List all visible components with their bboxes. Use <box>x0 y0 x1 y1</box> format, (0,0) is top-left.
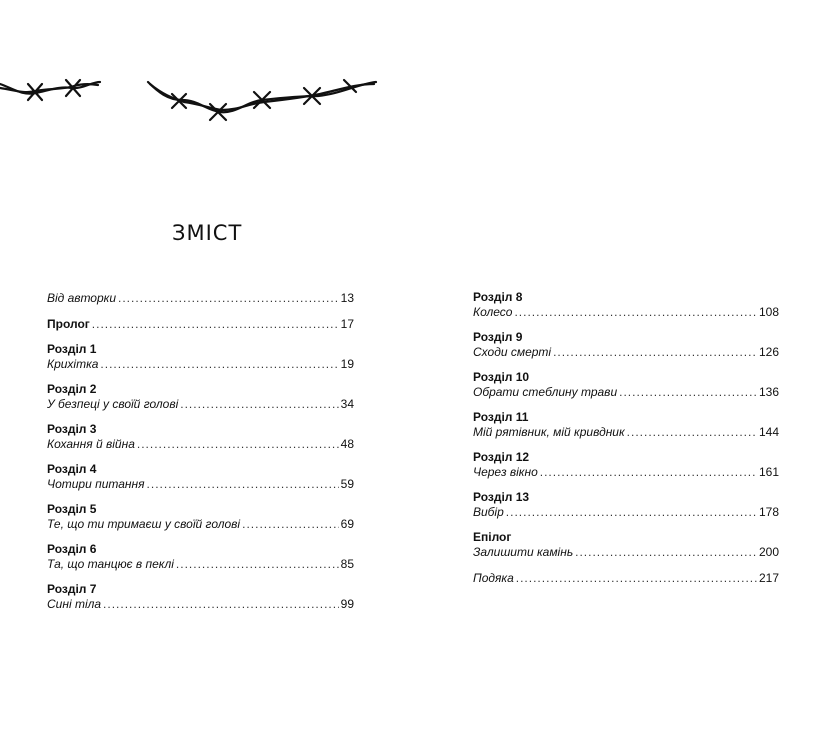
page-title: ЗМІСТ <box>172 221 243 245</box>
toc-page-number: 136 <box>758 385 779 399</box>
toc-page-number: 17 <box>340 317 354 331</box>
toc-entry-title: Залишити камінь <box>473 545 574 559</box>
toc-leader <box>514 305 757 320</box>
barbed-wire-icon <box>0 70 390 130</box>
toc-entry[interactable] <box>47 462 354 492</box>
chapter-label: Розділ 7 <box>47 582 97 596</box>
toc-page-number: 69 <box>340 517 354 531</box>
toc-leader <box>619 385 757 400</box>
chapter-label: Розділ 1 <box>47 342 97 356</box>
toc-leader <box>627 425 757 440</box>
toc-entry-title: Кохання й війна <box>47 437 135 451</box>
toc-leader <box>575 545 757 560</box>
toc-entry-title: Та, що танцює в пеклі <box>47 557 174 571</box>
toc-entry-title: Сходи смерті <box>473 345 552 359</box>
chapter-label: Розділ 6 <box>47 542 97 556</box>
toc-right-column <box>473 290 779 586</box>
chapter-label: Розділ 9 <box>473 330 523 344</box>
toc-entry[interactable] <box>473 330 779 360</box>
toc-entry[interactable] <box>473 530 779 560</box>
toc-page-number: 19 <box>340 357 354 371</box>
toc-entry-title: Колесо <box>473 305 513 319</box>
toc-entry[interactable] <box>473 410 779 440</box>
toc-page-number: 85 <box>340 557 354 571</box>
chapter-label: Розділ 4 <box>47 462 97 476</box>
toc-entry-title: Обрати стеблину трави <box>473 385 618 399</box>
chapter-label: Розділ 11 <box>473 410 529 424</box>
toc-entry[interactable] <box>47 382 354 412</box>
toc-entry[interactable] <box>47 291 354 306</box>
toc-leader <box>92 317 339 332</box>
chapter-label: Епілог <box>473 530 512 544</box>
toc-entry-title: Крихітка <box>47 357 99 371</box>
toc-leader <box>118 291 339 306</box>
toc-entry-title: Мій рятівник, мій кривдник <box>473 425 625 439</box>
toc-entry-title: Чотири питання <box>47 477 145 491</box>
chapter-label: Розділ 8 <box>473 290 523 304</box>
toc-entry[interactable] <box>47 317 354 332</box>
toc-entry-title: У безпеці у своїй голові <box>47 397 179 411</box>
chapter-label: Розділ 3 <box>47 422 97 436</box>
toc-page-number: 13 <box>340 291 354 305</box>
toc-leader <box>137 437 339 452</box>
toc-page-number: 48 <box>340 437 354 451</box>
toc-leader <box>553 345 757 360</box>
toc-entry[interactable] <box>473 290 779 320</box>
toc-page-number: 99 <box>340 597 354 611</box>
toc-leader <box>100 357 338 372</box>
chapter-label: Розділ 2 <box>47 382 97 396</box>
toc-leader <box>506 505 757 520</box>
toc-entry-title: Від авторки <box>47 291 116 305</box>
toc-page-number: 178 <box>758 505 779 519</box>
chapter-label: Розділ 13 <box>473 490 530 504</box>
toc-page-number: 144 <box>758 425 779 439</box>
toc-entry[interactable] <box>473 490 779 520</box>
chapter-label: Розділ 5 <box>47 502 97 516</box>
toc-leader <box>176 557 339 572</box>
chapter-label: Розділ 12 <box>473 450 530 464</box>
toc-leader <box>242 517 339 532</box>
toc-entry[interactable] <box>473 450 779 480</box>
toc-page-number: 108 <box>758 305 779 319</box>
toc-entry-title: Через вікно <box>473 465 538 479</box>
toc-left-column <box>47 291 354 612</box>
toc-leader <box>180 397 338 412</box>
toc-entry-title: Вибір <box>473 505 504 519</box>
toc-entry[interactable] <box>473 571 779 586</box>
toc-entry-title: Сині тіла <box>47 597 102 611</box>
toc-page-number: 161 <box>758 465 779 479</box>
toc-entry-title: Те, що ти тримаєш у своїй голові <box>47 517 241 531</box>
toc-entry[interactable] <box>47 542 354 572</box>
toc-leader <box>540 465 757 480</box>
toc-page-number: 59 <box>340 477 354 491</box>
toc-entry[interactable] <box>47 502 354 532</box>
toc-entry[interactable] <box>473 370 779 400</box>
toc-entry[interactable] <box>47 342 354 372</box>
toc-entry[interactable] <box>47 582 354 612</box>
chapter-label: Розділ 10 <box>473 370 530 384</box>
toc-page-number: 217 <box>758 571 779 585</box>
toc-entry[interactable] <box>47 422 354 452</box>
toc-entry-title: Пролог <box>47 317 90 331</box>
toc-entry-title: Подяка <box>473 571 514 585</box>
toc-page-number: 200 <box>758 545 779 559</box>
toc-page-number: 126 <box>758 345 779 359</box>
toc-page-number: 34 <box>340 397 354 411</box>
toc-leader <box>147 477 339 492</box>
toc-leader <box>103 597 339 612</box>
toc-leader <box>516 571 757 586</box>
